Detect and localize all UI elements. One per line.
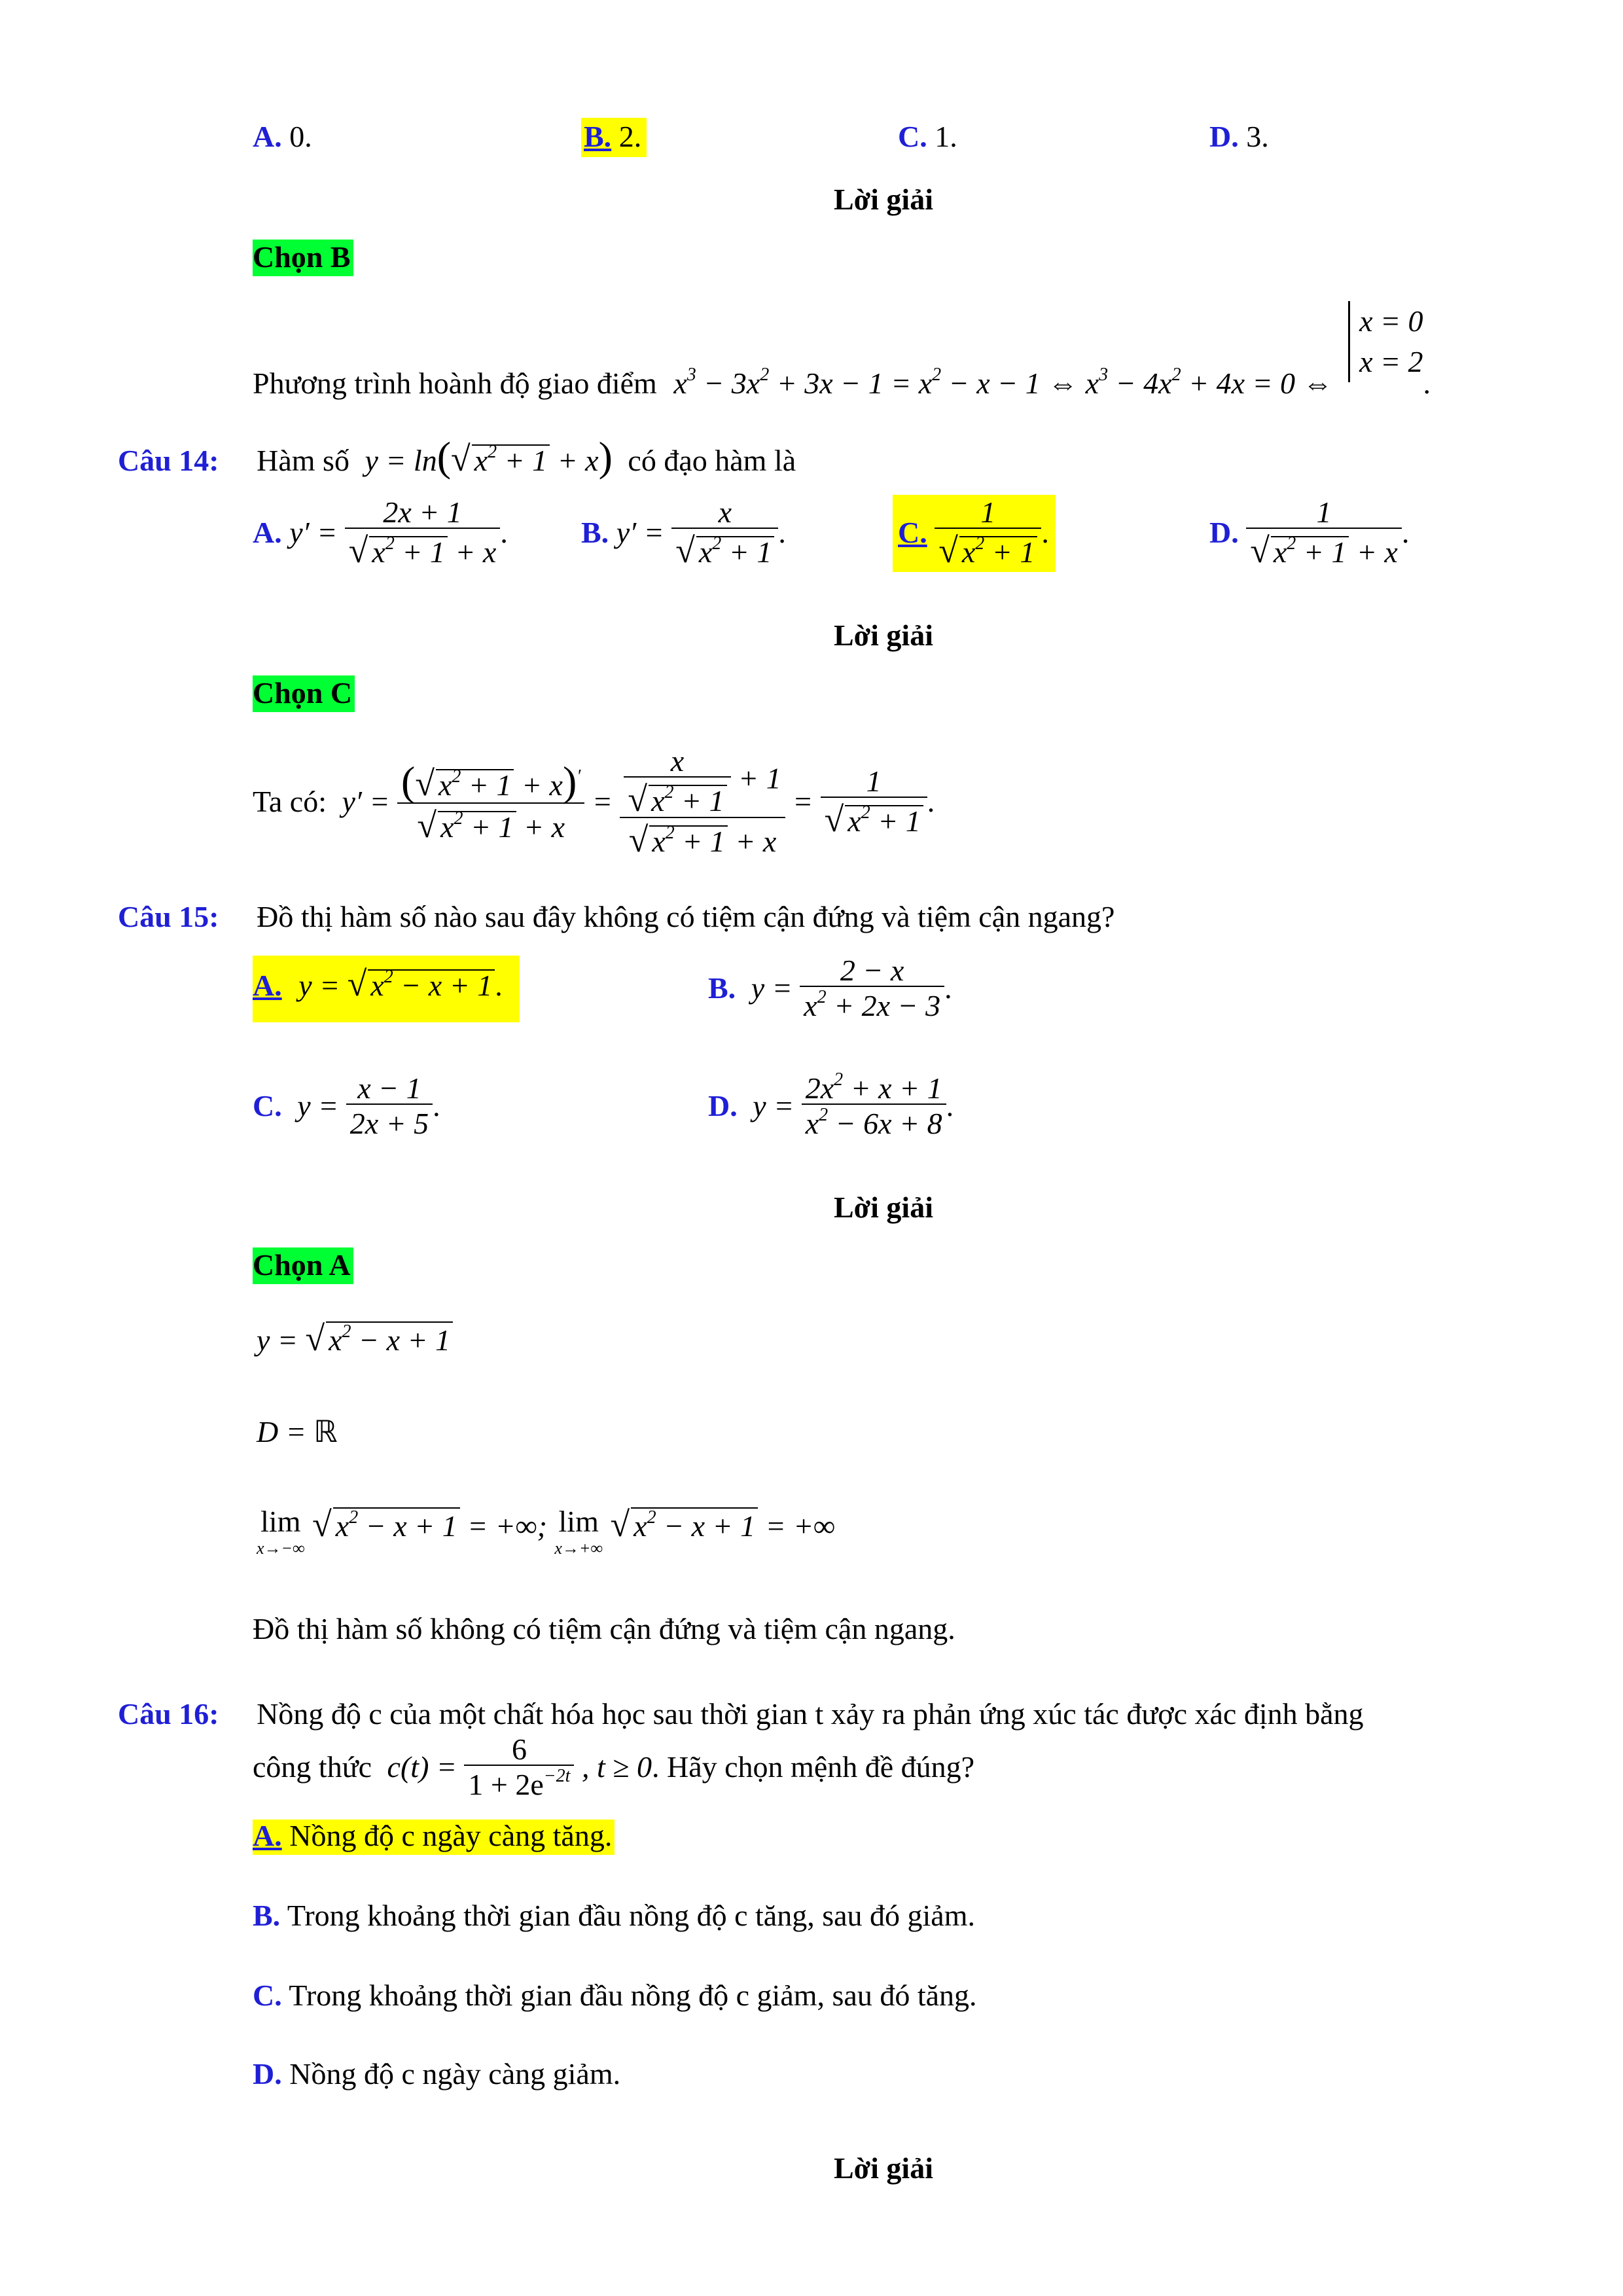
q14-option-c-label: C. — [898, 516, 927, 549]
q16-option-d — [253, 2059, 620, 2089]
q13-equation: $x^3 - 3x^2 + 3x - 1 = x^2 - x - 1$ ⇔ $x^3 - 4x^2 + 4x = 0$ ⇔ — [673, 364, 1333, 400]
q15-option-d: D. y = $\frac{2x^2 + x + 1}{x^2 - 6x + 8}$ . — [708, 1069, 954, 1140]
q15-solution-heading: Lời giải — [834, 1191, 933, 1224]
q13-choice-badge: Chọn B — [253, 240, 353, 276]
q16-option-d-label: D. — [253, 2057, 282, 2090]
q13-option-b-label: B. — [584, 120, 612, 153]
q13-solution-heading: Lời giải — [834, 183, 933, 216]
q14-work-result: $\frac{1}{√ x^2 + 1}$ — [821, 766, 927, 837]
q13-option-d-label: D. — [1209, 120, 1239, 153]
q16-formula-fraction: $\frac{6}{1 + 2e^{-2t}}$ — [464, 1734, 574, 1800]
q13-option-d-value: 3 — [1246, 120, 1262, 153]
q13-option-d: D. 3. — [1209, 120, 1269, 153]
q14-option-d-fraction: $\frac{1}{√ x^2 + 1 + x}$ — [1246, 497, 1402, 568]
q14-function: y = ln(√ $x^2 + 1 + x$) — [365, 433, 613, 480]
q16-option-b-label: B. — [253, 1899, 281, 1932]
q15-conclusion: Đồ thị hàm số không có tiệm cận đứng và tiệm cận ngang. — [253, 1612, 955, 1645]
q13-option-b-value: 2 — [618, 120, 634, 153]
q15-option-a-expression: y = √ $x^2 - x + 1$ — [298, 969, 495, 1002]
q16-option-b-text: Trong khoảng thời gian đầu nồng độ c tăng, sau đó giảm. — [287, 1899, 975, 1932]
q14-option-b-fraction: $\frac{x}{√ x^2 + 1}$ — [671, 497, 778, 568]
q14-work-prefix: Ta có: — [253, 785, 327, 818]
q15-stem-text: Đồ thị hàm số nào sau đây không có tiệm cận đứng và tiệm cận ngang? — [257, 900, 1115, 933]
q16-stem-line1 — [118, 1699, 1364, 1729]
q15-work-domain: D = ℝ — [257, 1414, 338, 1449]
q13-option-b: B. 2. — [581, 118, 647, 157]
q14-option-b: B. y′ = $\frac{x}{√ x^2 + 1}$ . — [581, 495, 786, 570]
q14-choice-badge: Chọn C — [253, 675, 355, 712]
q16-stem-line2: công thức c(t) = $\frac{6}{1 + 2e^{-2t}}$ , t ≥ 0. Hãy chọn mệnh đề đúng? — [253, 1732, 975, 1801]
q15-option-d-fraction: $\frac{2x^2 + x + 1}{x^2 - 6x + 8}$ — [802, 1073, 946, 1139]
q14-option-d: D. $\frac{1}{√ x^2 + 1 + x}$ . — [1209, 495, 1410, 570]
q14-option-c: C. $\frac{1}{√ x^2 + 1}$ . — [893, 495, 1056, 572]
q13-option-c-value: 1 — [935, 120, 950, 153]
q16-stem-text: Nồng độ c của một chất hóa học sau thời gian t xảy ra phản ứng xúc tác được xác định bằng — [257, 1697, 1364, 1731]
q15-stem — [118, 902, 1115, 932]
q14-stem-pre: Hàm số — [257, 444, 349, 477]
q15-option-b-fraction: $\frac{2 - x}{x^2 + 2x - 3}$ — [800, 956, 944, 1021]
q14-option-a-label: A. — [253, 516, 282, 549]
q15-option-c-label: C. — [253, 1089, 282, 1122]
q16-option-b — [253, 1901, 975, 1931]
q16-option-c-text: Trong khoảng thời gian đầu nồng độ c giảm, sau đó tăng. — [289, 1979, 977, 2012]
q14-solution-heading: Lời giải — [834, 619, 933, 652]
q16-option-a-label: A. — [253, 1819, 282, 1852]
q13-explanation: Phương trình hoành độ giao điểm $x^3 - 3x^2 + 3x - 1 = x^2 - x - 1$ ⇔ $x^3 - 4x^2 + 4x = 0$ ⇔ x = 0 x = 2. — [253, 301, 1431, 382]
q14-work-step2: $\frac{x}{√ x^2 + 1}$ + 1 √ $x^2 + 1 + x$ — [620, 746, 785, 857]
q15-label: Câu 15: — [118, 900, 219, 933]
q14-option-c-fraction: $\frac{1}{√ x^2 + 1}$ — [935, 497, 1041, 568]
q14-option-a-fraction: $\frac{2x + 1}{√ x^2 + 1 + x}$ — [345, 497, 501, 568]
q16-option-a — [253, 1820, 615, 1855]
q15-work-function: y = √ $x^2 - x + 1$ — [257, 1318, 453, 1359]
q15-option-c-fraction: $\frac{x - 1}{2x + 5}$ — [346, 1073, 433, 1139]
q13-option-c: C. 1. — [898, 120, 957, 153]
q14-option-d-label: D. — [1209, 516, 1239, 549]
q16-option-c-label: C. — [253, 1979, 282, 2012]
q14-work: Ta có: y′ = $\frac{(√ x^2 + 1 + x)'}{√ x^2 + 1 + x}$ = $\frac{x}{√ x^2 + 1}$ + 1 √ $x^2 + 1 + x$ = $\frac{1}{√ x^2 + 1}$ . — [253, 744, 935, 859]
q16-stem-post: . Hãy chọn mệnh đề đúng? — [652, 1750, 975, 1784]
q15-option-a: A. y = √ $x^2 - x + 1$. — [253, 956, 520, 1022]
q16-label: Câu 16: — [118, 1697, 219, 1731]
q15-choice-badge: Chọn A — [253, 1247, 353, 1284]
q13-explanation-text: Phương trình hoành độ giao điểm — [253, 366, 657, 400]
q14-label: Câu 14: — [118, 444, 219, 477]
q15-work-limits: lim x→−∞ √ $x^2 - x + 1$ = +∞; lim x→+∞ √ $x^2 - x + 1$ = +∞ — [257, 1505, 835, 1558]
q15-option-b-label: B. — [708, 971, 736, 1005]
q14-work-step1: $\frac{(√ x^2 + 1 + x)'}{√ x^2 + 1 + x}$ — [397, 761, 584, 843]
q15-option-b: B. y = $\frac{2 - x}{x^2 + 2x - 3}$ . — [708, 954, 952, 1022]
q13-option-a-value: 0 — [289, 120, 305, 153]
q13-option-a: A. 0. — [253, 120, 312, 153]
q16-option-a-text: Nồng độ c ngày càng tăng. — [289, 1819, 613, 1852]
q13-solution-set: x = 0 x = 2 — [1348, 301, 1423, 382]
q14-stem-post: có đạo hàm là — [628, 444, 796, 477]
q16-solution-heading: Lời giải — [834, 2151, 933, 2185]
q15-option-d-label: D. — [708, 1089, 738, 1122]
q15-option-c: C. y = $\frac{x - 1}{2x + 5}$ . — [253, 1071, 440, 1140]
q13-option-c-label: C. — [898, 120, 927, 153]
q15-option-a-label: A. — [253, 969, 282, 1002]
q14-stem — [118, 433, 796, 480]
q16-stem-pre: công thức — [253, 1750, 372, 1784]
q14-option-b-label: B. — [581, 516, 609, 549]
q14-option-a: A. y′ = $\frac{2x + 1}{√ x^2 + 1 + x}$ . — [253, 495, 508, 570]
q16-option-d-text: Nồng độ c ngày càng giảm. — [289, 2057, 621, 2090]
q16-option-c — [253, 1981, 977, 2011]
q13-option-a-label: A. — [253, 120, 282, 153]
